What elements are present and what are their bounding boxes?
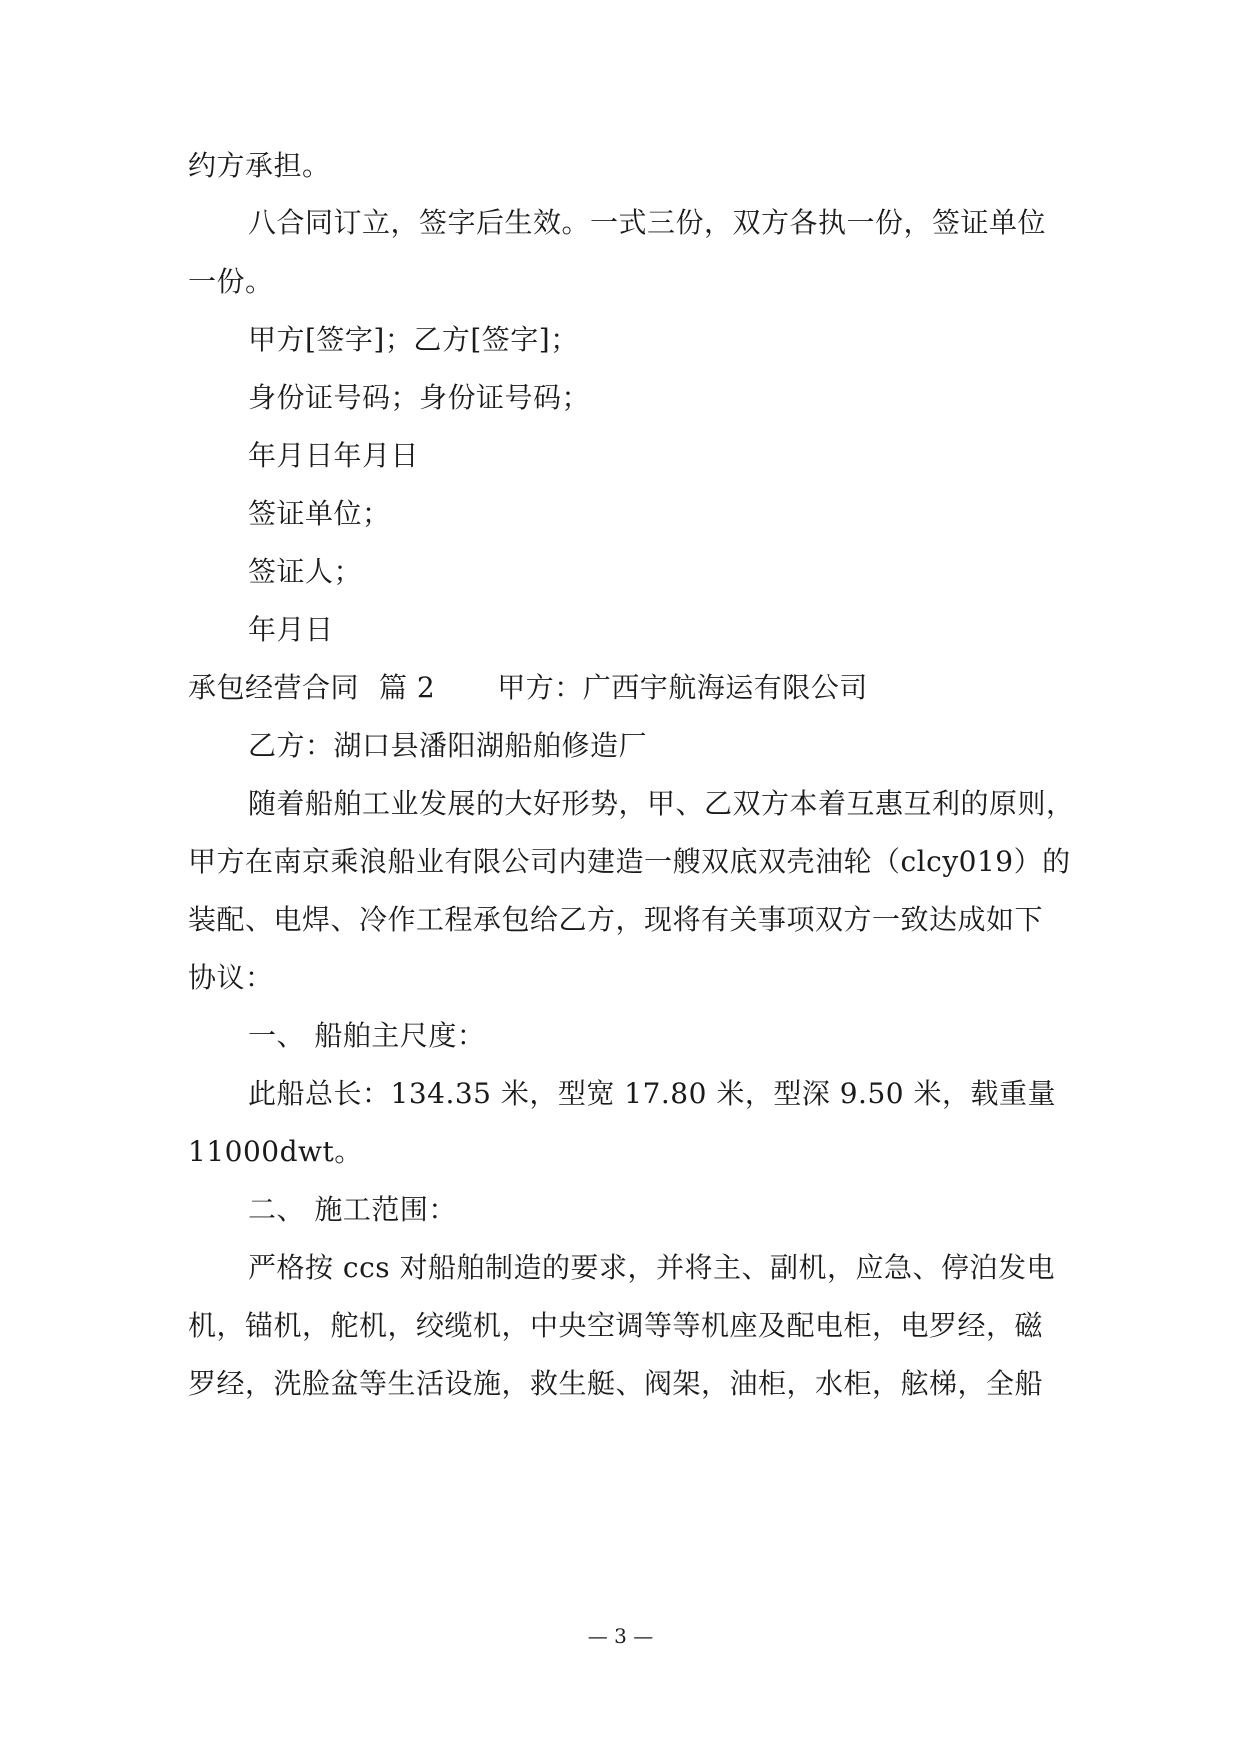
paragraph-line: 11000dwt。 (188, 1135, 363, 1168)
paragraph-line: 一份。 (188, 265, 274, 298)
contract-heading (188, 668, 868, 708)
paragraph-line: 约方承担。 (188, 149, 331, 182)
signature-line: 甲方[签字]；乙方[签字]； (248, 323, 579, 356)
paragraph-line: 八合同订立，签字后生效。一式三份，双方各执一份，签证单位 (248, 206, 1047, 239)
paragraph-line: 协议： (188, 961, 274, 994)
visa-person-line: 签证人； (248, 555, 363, 588)
party-b: 乙方：湖口县潘阳湖船舶修造厂 (248, 729, 648, 762)
paragraph-line: 罗经，洗脸盆等生活设施，救生艇、阀架，油柜，水柜，舷梯，全船 (188, 1367, 1044, 1400)
paragraph-line: 甲方在南京乘浪船业有限公司内建造一艘双底双壳油轮（clcy019）的 (188, 845, 1071, 878)
contract-title: 承包经营合同 (188, 671, 360, 704)
paragraph-line: 严格按 ccs 对船舶制造的要求，并将主、副机，应急、停泊发电 (248, 1251, 1056, 1284)
section-heading: 二、 施工范围： (248, 1193, 457, 1226)
visa-unit-line: 签证单位； (248, 497, 391, 530)
paragraph-line: 此船总长：134.35 米，型宽 17.80 米，型深 9.50 米，载重量 (248, 1077, 1056, 1110)
paragraph-line: 机，锚机，舵机，绞缆机，中央空调等等机座及配电柜，电罗经，磁 (188, 1309, 1044, 1342)
contract-section: 篇 2 (379, 671, 436, 704)
paragraph-line: 随着船舶工业发展的大好形势，甲、乙双方本着互惠互利的原则， (248, 787, 1075, 820)
date-line: 年月日 (248, 613, 334, 646)
page-number: — 3 — (587, 1624, 654, 1648)
id-number-line: 身份证号码；身份证号码； (248, 381, 591, 414)
paragraph-line: 装配、电焊、冷作工程承包给乙方，现将有关事项双方一致达成如下 (188, 903, 1044, 936)
party-a: 甲方：广西宇航海运有限公司 (497, 671, 868, 704)
section-heading: 一、 船舶主尺度： (248, 1019, 486, 1052)
date-line: 年月日年月日 (248, 439, 420, 472)
